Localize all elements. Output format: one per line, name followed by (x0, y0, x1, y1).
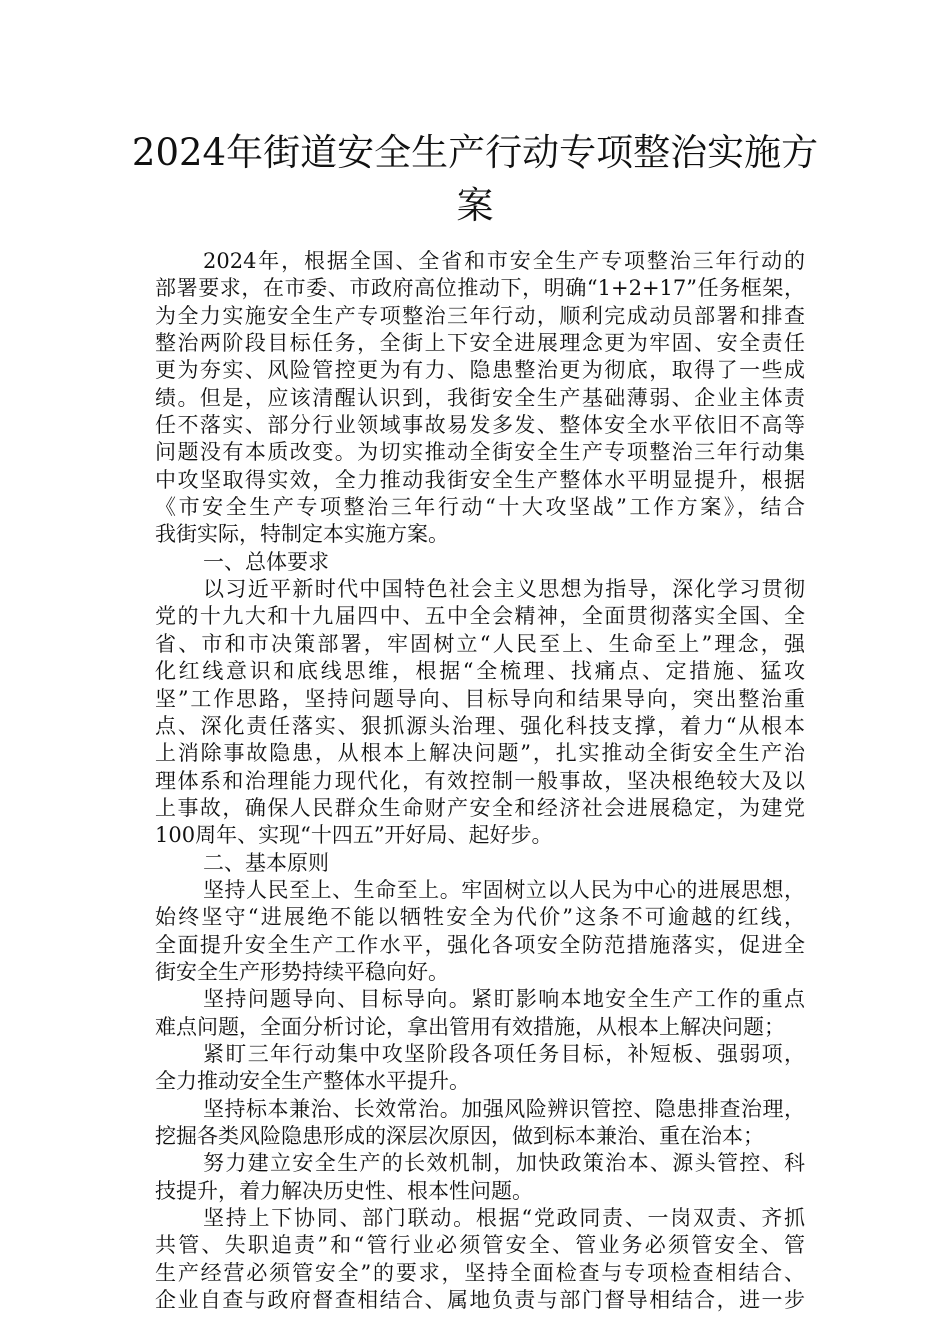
body-line: 理体系和治理能力现代化，有效控制一般事故，坚决根绝较大及以 (155, 768, 805, 793)
body-line: 二、基本原则 (203, 850, 329, 875)
body-line: 坚持标本兼治、长效常治。加强风险辨识管控、隐患排查治理， (203, 1096, 805, 1121)
body-line: 2024年，根据全国、全省和市安全生产专项整治三年行动的 (203, 249, 805, 273)
body-line: 街安全生产形势持续平稳向好。 (155, 959, 449, 984)
body-line: 为全力实施安全生产专项整治三年行动，顺利完成动员部署和排查 (155, 303, 805, 328)
body-line: 问题没有本质改变。为切实推动全街安全生产专项整治三年行动集 (155, 440, 805, 465)
body-line: 省、市和市决策部署，牢固树立“人民至上、生命至上”理念，强 (155, 631, 805, 656)
body-line: 生产经营必须管安全”的要求，坚持全面检查与专项检查相结合、 (155, 1260, 805, 1285)
document-title (120, 126, 830, 232)
body-line: 绩。但是，应该清醒认识到，我街安全生产基础薄弱、企业主体责 (155, 385, 805, 410)
body-line: 中攻坚取得实效，全力推动我街安全生产整体水平明显提升，根据 (155, 467, 805, 492)
body-line: 努力建立安全生产的长效机制，加快政策治本、源头管控、科 (203, 1151, 805, 1176)
body-line: 点、深化责任落实、狠抓源头治理、强化科技支撑，着力“从根本 (155, 713, 805, 738)
body-line: 以习近平新时代中国特色社会主义思想为指导，深化学习贯彻 (203, 577, 805, 602)
title-line-1: 2024年街道安全生产行动专项整治实施方 (131, 131, 819, 174)
body-line: 坚持人民至上、生命至上。牢固树立以人民为中心的进展思想， (203, 877, 805, 902)
body-line: 整治两阶段目标任务，全街上下安全进展理念更为牢固、安全责任 (155, 331, 805, 356)
body-line: 任不落实、部分行业领域事故易发多发、整体安全水平依旧不高等 (155, 413, 805, 438)
body-line: 《市安全生产专项整治三年行动“十大攻坚战”工作方案》，结合 (155, 495, 805, 520)
body-line: 我街实际，特制定本实施方案。 (155, 522, 449, 547)
body-line: 坚”工作思路，坚持问题导向、目标导向和结果导向，突出整治重 (155, 686, 805, 711)
body-line: 全面提升安全生产工作水平，强化各项安全防范措施落实，促进全 (155, 932, 805, 957)
title-line-2: 案 (456, 184, 494, 227)
body-line: 技提升，着力解决历史性、根本性问题。 (155, 1178, 533, 1203)
body-line: 党的十九大和十九届四中、五中全会精神，全面贯彻落实全国、全 (155, 604, 805, 629)
body-line: 紧盯三年行动集中攻坚阶段各项任务目标，补短板、强弱项， (203, 1041, 805, 1066)
body-line: 部署要求，在市委、市政府高位推动下，明确“1+2+17”任务框架， (155, 276, 805, 301)
body-line: 100周年、实现“十四五”开好局、起好步。 (155, 823, 553, 848)
body-line: 一、总体要求 (203, 549, 329, 574)
body-line: 上事故，确保人民群众生命财产安全和经济社会进展稳定，为建党 (155, 795, 805, 820)
body-line: 难点问题，全面分析讨论，拿出管用有效措施，从根本上解决问题； (155, 1014, 785, 1039)
body-line: 更为夯实、风险管控更为有力、隐患整治更为彻底，取得了一些成 (155, 358, 805, 383)
body-line: 挖掘各类风险隐患形成的深层次原因，做到标本兼治、重在治本； (155, 1124, 764, 1148)
body-line: 化红线意识和底线思维，根据“全梳理、找痛点、定措施、猛攻 (155, 659, 805, 684)
body-line: 始终坚守“进展绝不能以牺牲安全为代价”这条不可逾越的红线， (155, 905, 805, 930)
body-line: 坚持上下协同、部门联动。根据“党政同责、一岗双责、齐抓 (203, 1206, 805, 1231)
body-line: 全力推动安全生产整体水平提升。 (155, 1069, 470, 1094)
body-line: 坚持问题导向、目标导向。紧盯影响本地安全生产工作的重点 (203, 987, 805, 1012)
body-line: 共管、失职追责”和“管行业必须管安全、管业务必须管安全、管 (155, 1233, 805, 1258)
body-line: 上消除事故隐患，从根本上解决问题”，扎实推动全街安全生产治 (155, 741, 805, 766)
document-body (155, 248, 805, 1314)
body-line: 企业自查与政府督查相结合、属地负责与部门督导相结合，进一步 (155, 1288, 805, 1313)
